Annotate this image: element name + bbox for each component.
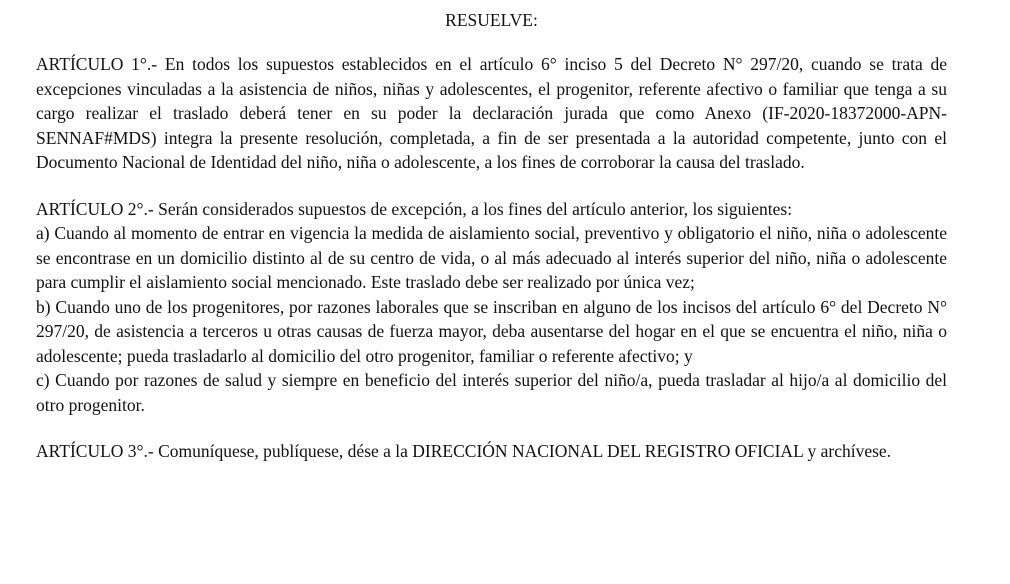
- articulo-2-inciso-a: a) Cuando al momento de entrar en vigencia la medida de aislamiento social, preventivo y obligatorio el niño, niña o adolescente se encontrase en un domicilio distinto al de su centro de vida, o al más adecuado al interés superior del niño, niña o adolescente para cumplir el aislamiento social mencionado. Este traslado debe ser realizado por única vez;: [36, 223, 947, 292]
- articulo-2-intro: ARTÍCULO 2°.- Serán considerados supuestos de excepción, a los fines del artículo anterior, los siguientes:: [36, 198, 793, 219]
- resolution-document: [36, 8, 947, 486]
- articulo-2-inciso-c: c) Cuando por razones de salud y siempre en beneficio del interés superior del niño/a, pueda trasladar al hijo/a al domicilio del otro progenitor.: [36, 370, 947, 415]
- articulo-2-inciso-b: b) Cuando uno de los progenitores, por razones laborales que se inscriban en alguno de los incisos del artículo 6° del Decreto N° 297/20, de asistencia a terceros u otras causas de fuerza mayor, deba ausentarse del hogar en el que se encuentra el niño, niña o adolescente; pueda trasladarlo al domicilio del otro progenitor, familiar o referente afectivo; y: [36, 296, 947, 366]
- articulo-2: [36, 197, 947, 418]
- articulo-1: ARTÍCULO 1°.- En todos los supuestos establecidos en el artículo 6° inciso 5 del Decreto N° 297/20, cuando se trata de excepciones vinculadas a la asistencia de niños, niñas y adolescentes, el progenitor, referente afectivo o familiar que tenga a su cargo realizar el traslado deberá tener en su poder la declaración jurada que como Anexo (IF-2020-18372000-APN-SENNAF#MDS) integra la presente resolución, completada, a fin de ser presentada a la autoridad competente, junto con el Documento Nacional de Identidad del niño, niña o adolescente, a los fines de corroborar la causa del traslado.: [36, 54, 947, 172]
- heading-resuelve: RESUELVE:: [445, 10, 538, 30]
- articulo-3: ARTÍCULO 3°.- Comuníquese, publíquese, dése a la DIRECCIÓN NACIONAL DEL REGISTRO OFICIAL y archívese.: [36, 441, 892, 461]
